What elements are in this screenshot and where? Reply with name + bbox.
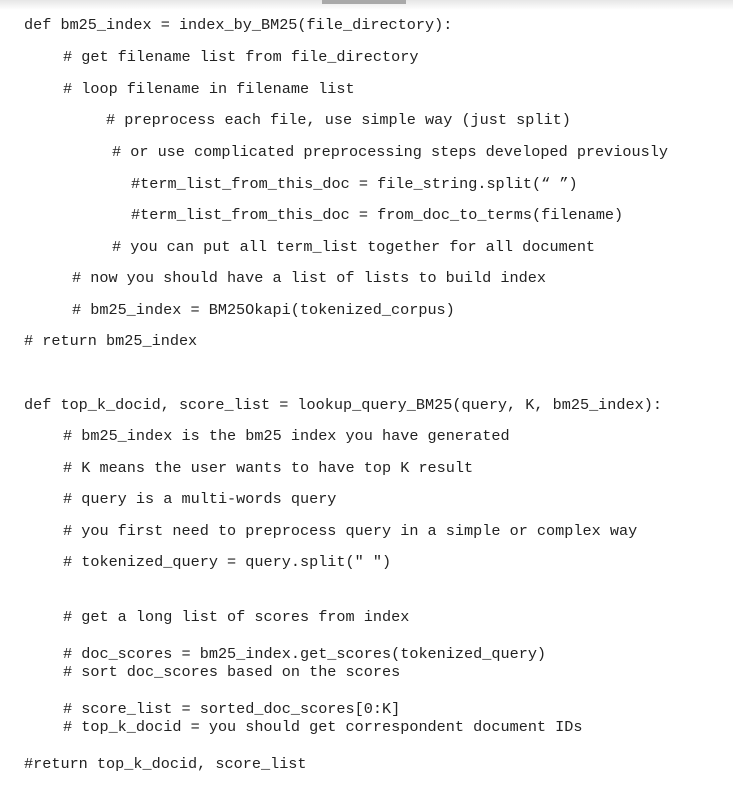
code-line: # you first need to preprocess query in a simple or complex way (63, 522, 638, 540)
code-line: # top_k_docid = you should get correspondent document IDs (63, 718, 583, 736)
code-line: # now you should have a list of lists to build index (72, 269, 546, 287)
code-line: #term_list_from_this_doc = from_doc_to_terms(filename) (131, 206, 624, 224)
code-line: #return top_k_docid, score_list (24, 755, 307, 773)
code-line: # or use complicated preprocessing steps developed previously (112, 143, 668, 161)
code-line: def bm25_index = index_by_BM25(file_directory): (24, 16, 453, 34)
code-line: # you can put all term_list together for all document (112, 238, 596, 256)
code-line: #term_list_from_this_doc = file_string.split(“ ”) (131, 175, 578, 193)
code-line: # tokenized_query = query.split(" ") (63, 553, 392, 571)
code-line: # get filename list from file_directory (63, 48, 419, 66)
code-line: # score_list = sorted_doc_scores[0:K] (63, 700, 401, 718)
code-line: # query is a multi-words query (63, 490, 337, 508)
code-line: # loop filename in filename list (63, 80, 355, 98)
code-line: def top_k_docid, score_list = lookup_query_BM25(query, K, bm25_index): (24, 396, 662, 414)
code-line: # sort doc_scores based on the scores (63, 663, 401, 681)
code-line: # return bm25_index (24, 332, 198, 350)
code-line: # bm25_index = BM25Okapi(tokenized_corpus) (72, 301, 455, 319)
code-line: # get a long list of scores from index (63, 608, 410, 626)
code-line: # doc_scores = bm25_index.get_scores(tokenized_query) (63, 645, 547, 663)
code-line: # K means the user wants to have top K result (63, 459, 474, 477)
code-line: # preprocess each file, use simple way (just split) (106, 111, 571, 129)
code-line: # bm25_index is the bm25 index you have generated (63, 427, 510, 445)
